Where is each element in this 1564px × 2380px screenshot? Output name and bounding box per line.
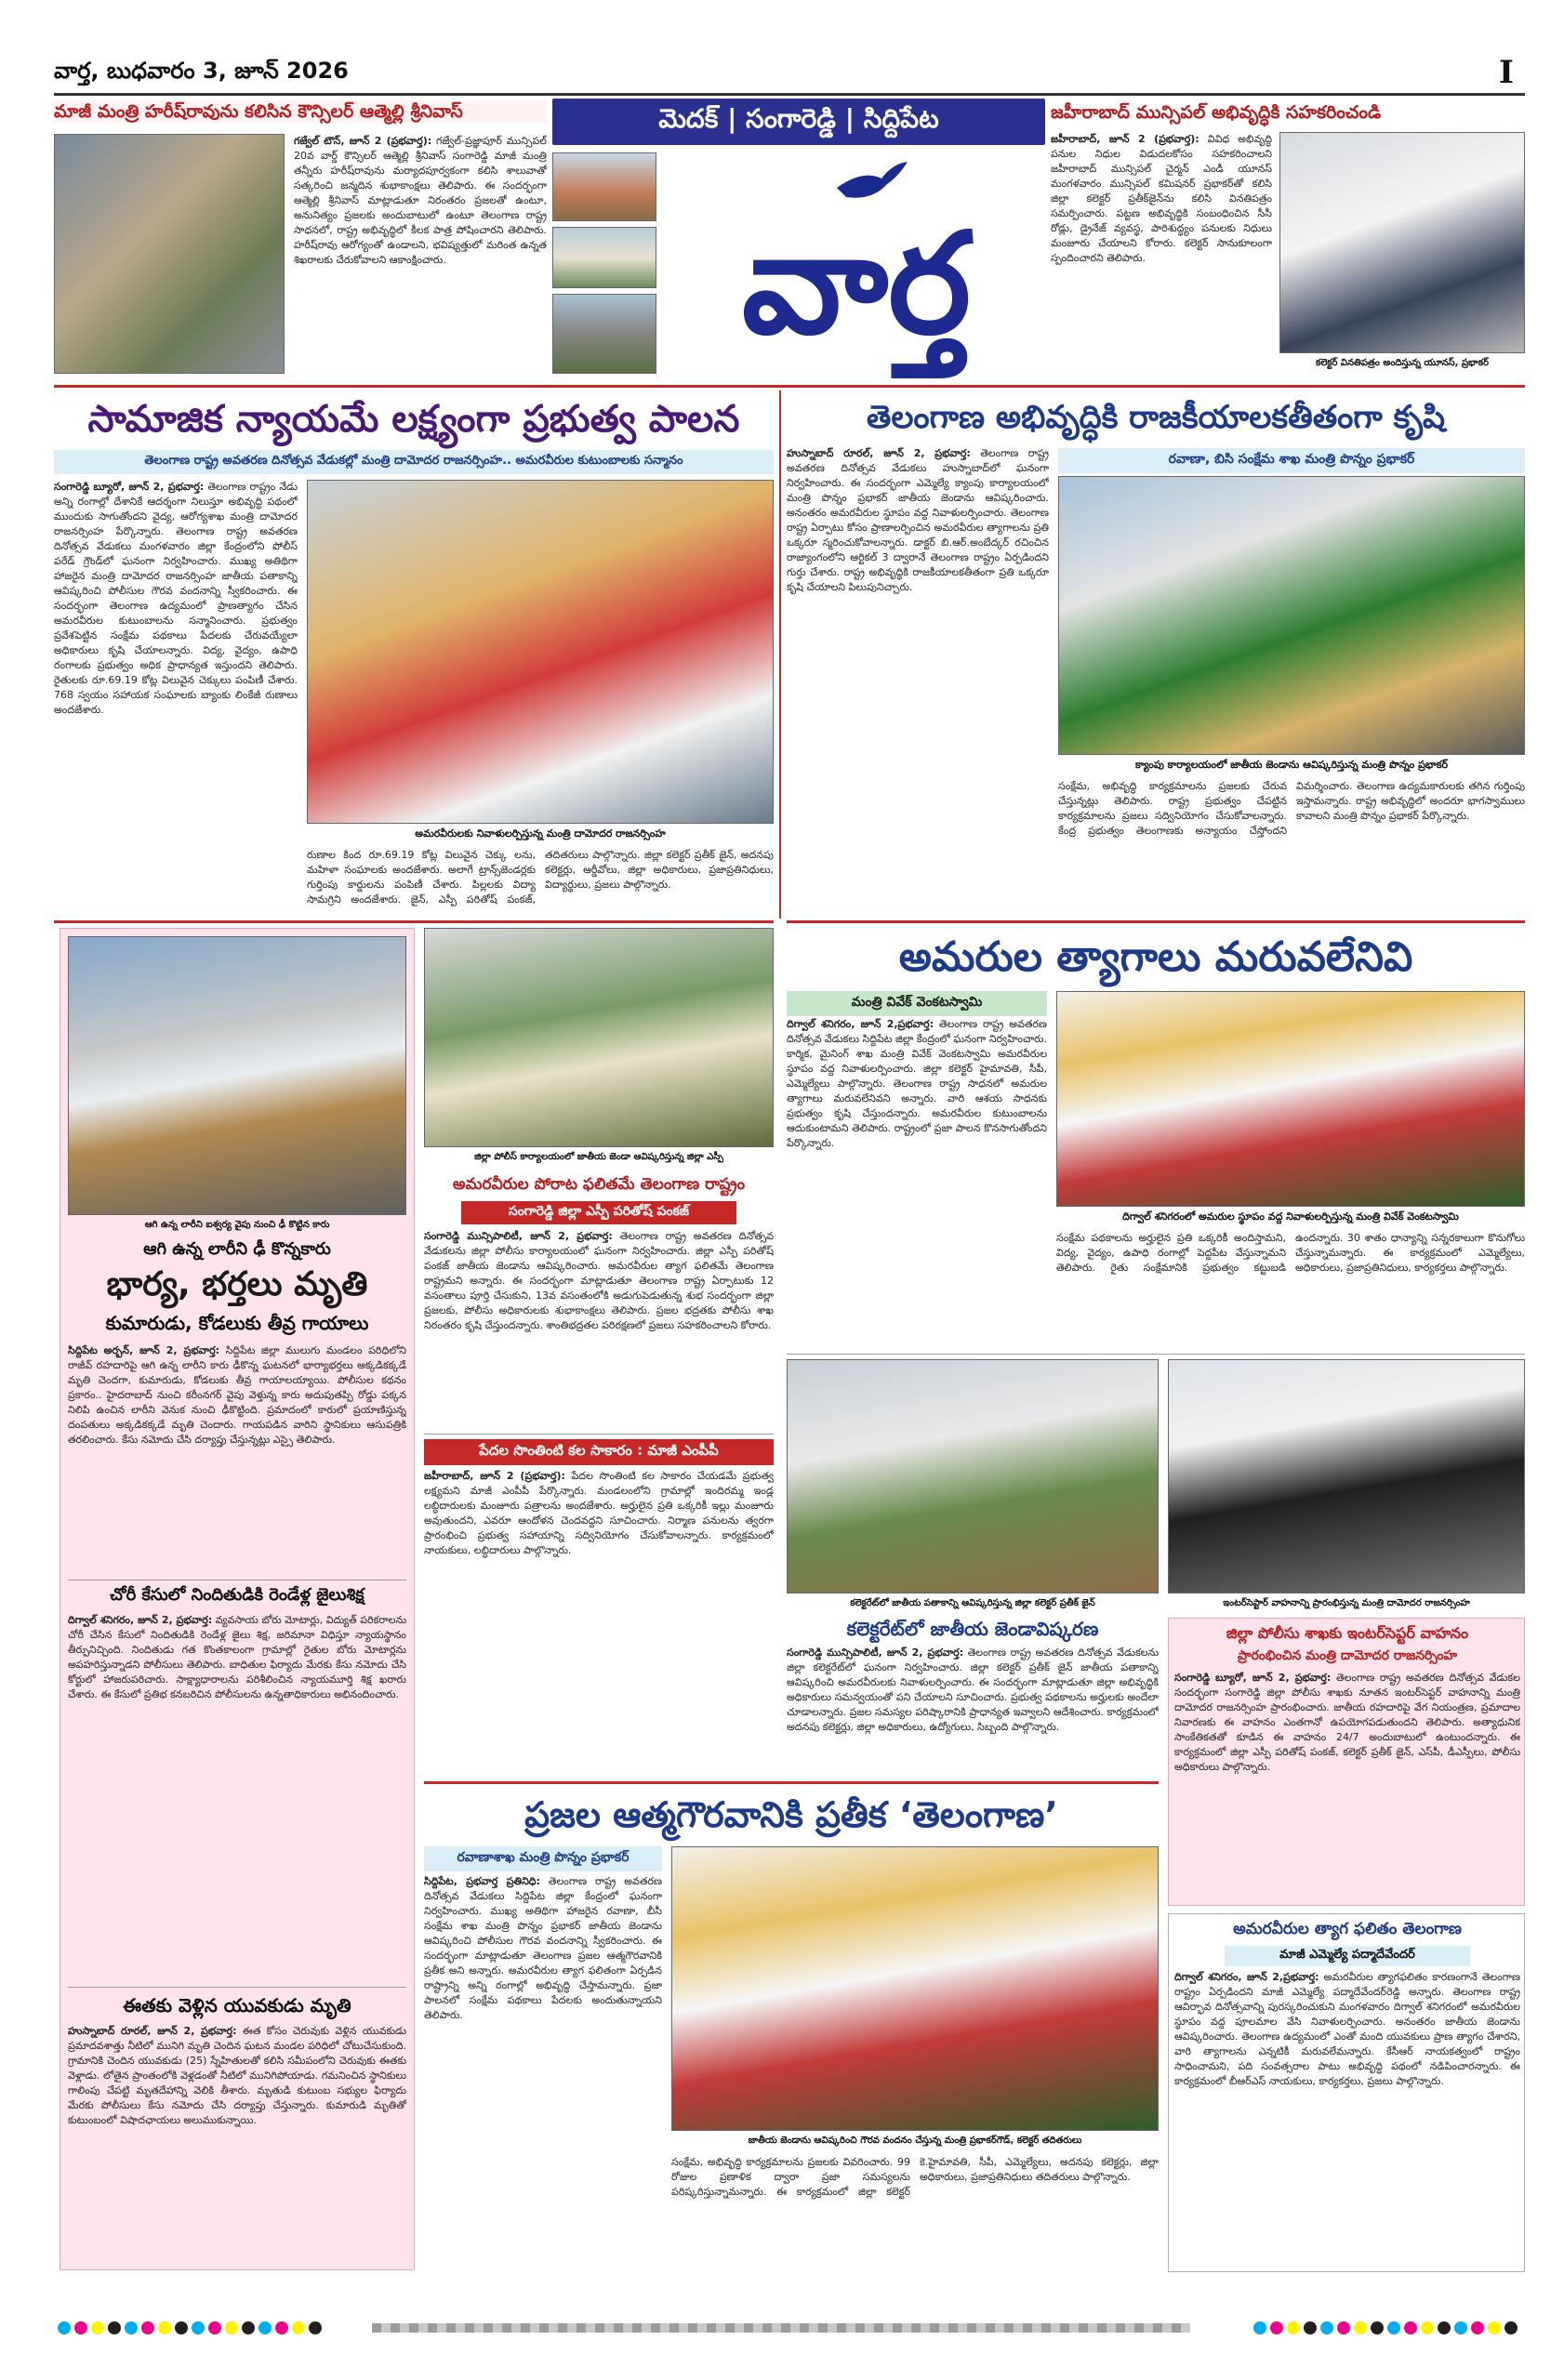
drowning-body: ఈత కోసం చెరువుకు వెళ్లిన యువకుడు ప్రమాదవశాత్తు నీటిలో మునిగి మృతి చెందిన ఘటన మండల పరిధిలో చోటుచేసుకుంది. గ్రామానికి చెందిన యువకుడు (25) స్నేహితులతో కలిసి సమీపంలోని చెరువుకు ఈతకు వెళ్లాడు. లోతైన ప్రాంతంలోకి వెళ్లడంతో నీటిలో మునిగిపోయాడు. గమనించిన స్థానికులు గాలింపు చేపట్టి మృతదేహాన్ని వెలికి తీశారు. మృతుడి కుటుంబ సభ్యుల ఫిర్యాదు మేరకు పోలీసులు కేసు నమోదు చేసి దర్యాప్తు చేస్తున్నారు. కుమారుడి మృతితో కుటుంబంలో విషాదఛాయలు అలుముకున్నాయి. xyxy=(68,2025,406,2126)
masthead-rule xyxy=(54,93,1525,96)
harishrao-body: గజ్వేల్-ప్రజ్ఞాపూర్ మున్సిపల్ 20వ వార్డ్ కౌన్సిలర్ ఆత్మెల్లి శ్రీనివాస్ సంగారెడ్డి మాజీ మంత్రి తన్నీరు హరీష్‌రావును మర్యాదపూర్వకంగా కలిసి శాలువాతో సత్కరించి జన్మదిన శుభాకాంక్షలు తెలిపారు. ఈ సందర్భంగా ఆత్మెల్లి శ్రీనివాస్ మాట్లాడుతూ నిరంతరం ప్రజలతో ఉంటూ, అనునిత్యం ప్రజలకు అందుబాటులో ఉంటూ తెలంగాణ రాష్ట్ర సాధనలో, రాష్ట్ర అభివృద్ధిలో కీలక పాత్ర పోషించారని తెలిపారు. హరీష్‌రావు ఆరోగ్యంతో ఉండాలని, భవిష్యత్తులో మరింత ఉన్నత శిఖరాలకు చేరుకోవాలని ఆకాంక్షించారు. xyxy=(294,135,547,266)
top-divider xyxy=(54,385,1525,388)
vivek-headline: అమరుల త్యాగాలు మరువలేనివి xyxy=(898,933,1413,981)
padmadevender-body: అమరవీరుల త్యాగఫలితం కారణంగానే తెలంగాణ రాష్ట్రం ఏర్పడిందని మాజీ ఎమ్మెల్యే పద్మాదేవేందర్‌రెడ్డి అన్నారు. తెలంగాణ రాష్ట్ర ఆవిర్భావ దినోత్సవాన్ని పురస్కరించుకుని మంగళవారం దిగ్వాల్ శనిగరంలో అమరవీరుల స్థూపం వద్ద పూలమాల వేసి నివాళులర్పించారు. అనంతరం జాతీయ జెండాను ఆవిష్కరించారు. తెలంగాణ ఉద్యమంలో ఎంతో మంది యువకులు ప్రాణ త్యాగం చేశారని, వారి త్యాగాలను ఎన్నటికీ మరువలేమన్నారు. కేసీఆర్ నాయకత్వంలో రాష్ట్రం సాధించామని, పది సంవత్సరాల పాటు అభివృద్ధి పథంలో నడిపించారన్నారు. ఈ కార్యక్రమంలో బీఆర్ఎస్ నాయకులు, కార్యకర్తలు, ప్రజలు పాల్గొన్నారు. xyxy=(1174,1971,1520,2087)
vivek-photo xyxy=(1056,991,1525,1207)
atmagauravam-photo xyxy=(671,1846,1159,2131)
interceptor-dateline: సంగారెడ్డి బ్యూరో, జూన్ 2, ప్రభవార్త: xyxy=(1174,1672,1332,1684)
interceptor-caption: ఇంటర్‌సెప్టార్ వాహనాన్ని ప్రారంభిస్తున్న మంత్రి దామోదర రాజనర్సింహ xyxy=(1223,1598,1470,1608)
mid-divider-right xyxy=(787,920,1525,923)
drowning-dateline: హుస్నాబాద్ రూరల్, జూన్ 2, ప్రభవార్త: xyxy=(68,2025,237,2037)
accident-kicker: ఆగి ఉన్న లారీని ఢీ కొన్నకారు xyxy=(143,1239,331,1259)
lead-right-dateline: హుస్నాబాద్ రూరల్, జూన్ 2, ప్రభవార్త: xyxy=(787,447,971,459)
atmagauravam-dateline: సిద్దిపేట, ప్రభవార్త ప్రతినిధి: xyxy=(424,1875,540,1887)
lead-left-kicker: తెలంగాణ రాష్ట్ర అవతరణ దినోత్సవ వేడుకల్లో మంత్రి దామోదర రాజనర్సింహ.. అమరవీరుల కుటుంబాలకు సన్మానం xyxy=(54,450,774,474)
interceptor-body: తెలంగాణ రాష్ట్ర అవతరణ దినోత్సవ వేడుకల సందర్భంగా సంగారెడ్డి జిల్లా పోలీసు శాఖకు నూతన ఇంటర్‌సెప్టర్ వాహనాన్ని మంత్రి దామోదర రాజనర్సింహ ప్రారంభించారు. జాతీయ రహదారిపై వేగ నియంత్రణ, ప్రమాదాల నివారణకు ఈ వాహనం ఎంతగానో ఉపయోగపడుతుందని తెలిపారు. అత్యాధునిక సాంకేతికతతో కూడిన ఈ వాహనం 24/7 అందుబాటులో ఉంటుందన్నారు. ఈ కార్యక్రమంలో జిల్లా ఎస్పీ పరితోష్ పంకజ్, కలెక్టర్ ప్రతీక్ జైన్, ఎస్‌పీ, డీఎస్పీలు, పోలీసు అధికారులు పాల్గొన్నారు. xyxy=(1174,1672,1520,1773)
police-flag-body: తెలంగాణ రాష్ట్ర అవతరణ దినోత్సవ వేడుకలను జిల్లా పోలీసు కార్యాలయంలో ఘనంగా నిర్వహించారు. జిల్లా ఎస్పీ పరితోష్ పంకజ్ జాతీయ జెండాను ఆవిష్కరించారు. అమరవీరుల త్యాగ ఫలితమే తెలంగాణ రాష్ట్రమని అన్నారు. ఈ సందర్భంగా మాట్లాడుతూ తెలంగాణ రాష్ట్ర ఏర్పాటుకు 12 వసంతాలు పూర్తి చేసుకుని, 13వ వసంతంలోకి అడుగుపెడుతున్న శుభ సందర్భంగా జిల్లా ప్రజలకు, పోలీసు అధికారులకు శుభాకాంక్షలు తెలిపారు. ప్రజల భద్రతకు పోలీసు శాఖ నిరంతరం కృషి చేస్తుందన్నారు. శాంతిభద్రతల పరిరక్షణలో ప్రజలు సహకరించాలని కోరారు. xyxy=(424,1230,774,1331)
lead-right-body: తెలంగాణ రాష్ట్ర అవతరణ దినోత్సవ వేడుకలు హుస్నాబాద్‌లో ఘనంగా నిర్వహించారు. ఈ సందర్భంగా ఎమ్మెల్యే క్యాంపు కార్యాలయంలో మంత్రి పొన్నం ప్రభాకర్ జాతీయ జెండాను ఆవిష్కరించారు. అనంతరం అమరవీరుల స్థూపం వద్ద నివాళులర్పించారు. తెలంగాణ రాష్ట్ర ఏర్పాటు కోసం ప్రాణాలర్పించిన అమరవీరుల త్యాగాలను ప్రతి ఒక్కరూ స్మరించుకోవాలన్నారు. డాక్టర్ బి.ఆర్.అంబేద్కర్ రచించిన రాజ్యాంగంలోని ఆర్టికల్ 3 ద్వారానే తెలంగాణ రాష్ట్రం ఏర్పడిందని గుర్తు చేశారు. రాష్ట్ర అభివృద్ధికి రాజకీయాలకతీతంగా ప్రతి ఒక్కరూ కృషి చేయాలని పిలుపునిచ్చారు. xyxy=(787,447,1049,593)
lead-right xyxy=(787,390,1525,916)
logo-text: వార్త xyxy=(741,204,972,365)
padmadevender-headline: అమరవీరుల త్యాగ ఫలితం తెలంగాణ xyxy=(1233,1920,1462,1938)
police-rule xyxy=(424,1434,774,1435)
lead-left-caption: అమరవీరులకు నివాళులర్పిస్తున్న మంత్రి దామోదర రాజనర్సింహ xyxy=(415,827,666,840)
accident-dateline: సిద్దిపేట అర్బన్, జూన్ 2, ప్రభవార్త: xyxy=(68,1344,220,1356)
harishrao-photo xyxy=(54,134,285,374)
interceptor-story xyxy=(1168,1618,1525,1906)
lead-left-body: తెలంగాణ రాష్ట్రం నేడు అన్ని రంగాల్లో దేశానికే ఆదర్శంగా నిలుస్తూ అభివృద్ధి పథంలో ముందుకు సాగుతోందని వైద్య, ఆరోగ్యశాఖ మంత్రి దామోదర రాజనర్సింహ పేర్కొన్నారు. తెలంగాణ రాష్ట్ర అవతరణ దినోత్సవ వేడుకలు మంగళవారం జిల్లా కేంద్రంలోని పోలీస్ పరేడ్ గ్రౌండ్‌లో ఘనంగా నిర్వహించారు. ముఖ్య అతిథిగా హాజరైన మంత్రి దామోదర రాజనర్సింహ జాతీయ పతాకాన్ని ఆవిష్కరించి పోలీసుల గౌరవ వందనాన్ని స్వీకరించారు. ఈ సందర్భంగా తెలంగాణ ఉద్యమంలో ప్రాణత్యాగం చేసిన అమరవీరుల కుటుంబాలను సన్మానించారు. ప్రభుత్వం ప్రవేశపెట్టిన సంక్షేమ పథకాలు పేదలకు చేరువయ్యేలా అధికారులు కృషి చేయాలన్నారు. విద్య, వైద్యం, ఉపాధి రంగాలకు ప్రభుత్వం అధిక ప్రాధాన్యత ఇస్తుందని తెలిపారు. రైతులకు రూ.69.19 కోట్ల విలువైన చెక్కులు పంపిణీ చేశారు. 768 స్వయం సహాయక సంఘాలకు బ్యాంకు లింకేజీ రుణాలు అందజేశారు. xyxy=(54,481,298,716)
lead-right-headline: తెలంగాణ అభివృద్ధికి రాజకీయాలకతీతంగా కృషి xyxy=(866,399,1446,436)
drowning-headline: ఈతకు వెళ్లిన యువకుడు మృతి xyxy=(123,1994,351,2016)
vivek-kicker: మంత్రి వివేక్ వెంకటస్వామి xyxy=(787,991,1047,1016)
story-zaheerabad xyxy=(1051,100,1525,379)
atmagauravam-top-rule xyxy=(424,1781,1159,1784)
accident-body: సిద్దిపేట జిల్లా ములుగు మండలం పరిధిలోని రాజీవ్ రహదారిపై ఆగి ఉన్న లారీని కారు ఢీకొన్న ఘటనలో భార్యాభర్తలు అక్కడికక్కడే మృతి చెందగా, కుమారుడు, కోడలుకు తీవ్ర గాయాలయ్యాయి. పోలీసుల కథనం ప్రకారం.. హైదరాబాద్ నుంచి కరీంనగర్ వైపు వెళ్తున్న కారు అదుపుతప్పి రోడ్డు పక్కన నిలిపి ఉంచిన లారీని వెనుక నుంచి ఢీకొట్టింది. ప్రమాదంలో కారులో ప్రయాణిస్తున్న దంపతులు అక్కడికక్కడే మృతి చెందారు. గాయపడిన వారిని స్థానికులు ఆసుపత్రికి తరలించారు. కేసు నమోదు చేసి దర్యాప్తు చేస్తున్నట్లు ఎస్సై తెలిపారు. xyxy=(68,1344,406,1446)
zaheerabad-dateline: జహీరాబాద్, జూన్ 2 (ప్రభవార్త): xyxy=(1051,133,1200,145)
police-flag-photo xyxy=(424,928,774,1147)
vivek-story xyxy=(787,928,1525,1348)
police-flag-caption: జిల్లా పోలీస్ కార్యాలయంలో జాతీయ జెండా ఆవిష్కరిస్తున్న జిల్లా ఎస్పీ xyxy=(474,1152,723,1162)
vivek-caption: దిగ్వాల్ శనిగరంలో అమరుల స్థూపం వద్ద నివాళులర్పిస్తున్న మంత్రి వివేక్ వెంకటస్వామి xyxy=(1122,1210,1459,1223)
mid-divider-left xyxy=(54,920,774,923)
page-number: I xyxy=(1499,54,1514,91)
atmagauravam-body-bottom: సంక్షేమ, అభివృద్ధి కార్యక్రమాలను ప్రజలకు వివరించారు. 99 రోజుల ప్రణాళిక ద్వారా ప్రజా సమస్యలను పరిష్కరిస్తున్నామన్నారు. ఈ కార్యక్రమంలో జిల్లా కలెక్టర్ కె.హైమావతి, సీపీ, ఎమ్మెల్యేలు, అదనపు కలెక్టర్లు, జిల్లా అధికారులు, ప్రజాప్రతినిధులు తదితరులు పాల్గొన్నారు. xyxy=(671,2156,1159,2198)
lead-left-photo xyxy=(307,480,774,824)
accident-subhead: కుమారుడు, కోడలుకు తీవ్ర గాయాలు xyxy=(105,1312,369,1334)
atmagauravam-caption: జాతీయ జెండాను ఆవిష్కరించి గౌరవ వందనం చేస్తున్న మంత్రి ప్రభాకర్‌గౌడ్, కలెక్టర్ తదితరులు xyxy=(748,2135,1082,2146)
zaheerabad-body: వివిధ అభివృద్ధి పనుల నిధుల విడుదలకోసం సహకరించాలని జహీరాబాద్ మున్సిపల్ చైర్మన్ ఎండీ యూనస్ మంగళవారం మున్సిపల్ కమిషనర్ ప్రభాకర్‌తో కలిసి జిల్లా కలెక్టర్ ప్రతీక్‌జైన్‌ను కలిసి వినతిపత్రం సమర్పించారు. పట్టణ అభివృద్ధికి సంబంధించిన సీసీ రోడ్లు, డ్రైనేజ్ వ్యవస్థ, పారిశుద్ధ్యం పనులకు నిధులు మంజూరు చేయాలని కోరారు. కలెక్టర్ సానుకూలంగా స్పందించారని తెలిపారు. xyxy=(1051,133,1272,264)
harishrao-dateline: గజ్వేల్ టౌన్, జూన్ 2 (ప్రభవార్త): xyxy=(294,135,432,147)
lead-left xyxy=(54,390,774,916)
footer-gray-strip xyxy=(372,2323,1190,2333)
lead-left-body-bottom: రుణాల కింద రూ.69.19 కోట్ల విలువైన చెక్కు లను, మహిళా సంఘాలకు అందజేశారు. అలాగే ట్రాన్స్‌జెండర్లకు గుర్తింపు కార్డులను పంపిణీ చేశారు. పిల్లలకు విద్యా సామగ్రిని అందజేశారు. జైన్, ఎస్పీ పరితోష్ పంకజ్, తదితరులు పాల్గొన్నారు. జిల్లా కలెక్టర్ ప్రతీక్ జైన్, అదనపు కలెక్టర్లు, ఆర్డీవోలు, జిల్లా అధికారులు, ప్రజాప్రతినిధులు, విద్యార్థులు, ప్రజలు పాల్గొన్నారు. xyxy=(307,849,774,906)
interceptor-headline: జిల్లా పోలీసు శాఖకు ఇంటర్‌సెప్టర్ వాహనం xyxy=(1226,1624,1469,1642)
lead-right-kicker: రవాణా, బిసి సంక్షేమ శాఖ మంత్రి పొన్నం ప్రభాకర్ xyxy=(1058,448,1525,473)
collectorate-caption: కలెక్టరేట్‌లో జాతీయ పతాకాన్ని ఆవిష్కరిస్తున్న జిల్లా కలెక్టర్ ప్రతీక్ జైన్ xyxy=(850,1598,1095,1608)
atmagauravam-kicker: రవాణాశాఖ మంత్రి పొన్నం ప్రభాకర్ xyxy=(424,1846,662,1871)
heritage-photo-1 xyxy=(552,152,656,221)
center-column-divider xyxy=(779,390,781,919)
zaheerabad-caption: కలెక్టర్ వినతిపత్రం అందిస్తున్న యూనస్, ప్రభాకర్ xyxy=(1315,358,1489,368)
lead-right-caption: క్యాంపు కార్యాలయంలో జాతీయ జెండాను ఆవిష్కరిస్తున్న మంత్రి పొన్నం ప్రభాకర్ xyxy=(1134,759,1449,771)
lead-right-photo xyxy=(1058,476,1525,755)
police-flag-headline: అమరవీరుల పోరాట ఫలితమే తెలంగాణ రాష్ట్రం xyxy=(452,1175,746,1194)
color-registration-left xyxy=(58,2320,364,2335)
dove-icon xyxy=(835,160,909,203)
masthead-dateline xyxy=(54,58,705,87)
atmagauravam-story xyxy=(424,1789,1159,2272)
police-flag-dateline: సంగారెడ్డి మున్సిపాలిటీ, జూన్ 2, ప్రభవార్త: xyxy=(424,1230,613,1242)
zaheerabad-photo xyxy=(1279,132,1525,353)
accident-rule-2 xyxy=(68,1987,406,1988)
padmadevender-dateline: దిగ్వాల్ శనిగరం, జూన్ 2,ప్రభవార్త: xyxy=(1174,1971,1319,1983)
police-flag-story xyxy=(424,928,774,1746)
logo-area xyxy=(668,152,1045,374)
edition-banner-block xyxy=(552,99,1045,377)
interceptor-photo xyxy=(1168,1359,1525,1593)
date-line: వార్త, బుధవారం 3, జూన్ 2026 xyxy=(54,58,349,84)
atmagauravam-headline: ప్రజల ఆత్మగౌరవానికి ప్రతీక ‘తెలంగాణ’ xyxy=(524,1794,1058,1835)
theft-dateline: దిగ్వాల్ శనిగరం, జూన్ 2, ప్రభవార్త: xyxy=(68,1614,213,1626)
collectorate-dateline: సంగారెడ్డి మున్సిపాలిటీ, జూన్ 2, ప్రభవార్త: xyxy=(787,1646,964,1659)
collectorate-photo xyxy=(787,1359,1159,1593)
heritage-photo-3 xyxy=(552,294,656,374)
theft-headline: చోరీ కేసులో నిందితుడికి రెండేళ్ల జైలుశిక్ష xyxy=(110,1585,364,1605)
accident-headline: భార్య, భర్తలు మృతి xyxy=(106,1265,368,1303)
ex-mp-headline: పేదల సొంతింటి కల సాకారం : మాజీ ఎంపీపీ xyxy=(424,1439,774,1465)
heritage-photo-2 xyxy=(552,227,656,288)
color-registration-right xyxy=(1205,2320,1521,2335)
vivek-body-bottom: సంక్షేమ పథకాలను అర్హులైన ప్రతి ఒక్కరికీ అందిస్తామని, విద్య, వైద్యం, ఉపాధి రంగాల్లో పెద్దపీట వేస్తున్నామని తెలిపారు. రైతు సంక్షేమానికి ప్రభుత్వం కట్టుబడి ఉందన్నారు. 30 శాతం ధాన్యాన్ని సన్నరకాలుగా కొనుగోలు చేస్తున్నామన్నారు. ఈ కార్యక్రమంలో ఎమ్మెల్యేలు, అధికారులు, ప్రజాప్రతినిధులు, కార్యకర్తలు పాల్గొన్నారు. xyxy=(1056,1232,1525,1274)
accident-caption: ఆగి ఉన్న లారీని ఐశ్వర్య వైపు నుంచి ఢీ కొట్టిన కారు xyxy=(144,1220,330,1230)
ex-mp-dateline: జహీరాబాద్, జూన్ 2 (ప్రభవార్త): xyxy=(424,1470,565,1482)
vivek-divider xyxy=(787,1354,1525,1355)
collectorate-headline: కలెక్టరేట్‌లో జాతీయ జెండావిష్కరణ xyxy=(846,1618,1099,1640)
vivek-dateline: దిగ్వాల్ శనిగరం, జూన్ 2,ప్రభవార్త: xyxy=(787,1018,934,1030)
theft-body: వ్యవసాయ బోరు మోటార్లు, విద్యుత్ పరికరాలను చోరీ చేసిన కేసులో నిందితుడికి రెండేళ్ల జైలు శిక్ష, జరిమానా విధిస్తూ న్యాయస్థానం తీర్పునిచ్చింది. నిందితుడు గత కొంతకాలంగా గ్రామాల్లో రైతుల బోరు మోటార్లను అపహరిస్తున్నాడని పోలీసులు తెలిపారు. బాధితుల ఫిర్యాదు మేరకు కేసు నమోదు చేసి కోర్టులో హాజరుపరిచారు. సాక్ష్యాధారాలను పరిశీలించిన న్యాయమూర్తి శిక్ష ఖరారు చేశారు. ఈ కేసులో ప్రతిభ కనబరిచిన పోలీసులను ఉన్నతాధికారులు అభినందించారు. xyxy=(68,1614,406,1700)
edition-banner xyxy=(552,99,1045,145)
padmadevender-kicker: మాజీ ఎమ్మెల్యే పద్మాదేవేందర్ xyxy=(1225,1946,1470,1966)
zaheerabad-headline: జహీరాబాద్ మున్సిపల్ అభివృద్ధికి సహకరించండి xyxy=(1051,102,1382,123)
collectorate-story xyxy=(787,1618,1159,1776)
padmadevender-story xyxy=(1168,1913,1525,2272)
interceptor-kicker: ప్రారంభించిన మంత్రి దామోదర రాజనర్సింహ xyxy=(1238,1648,1457,1663)
collectorate-body: తెలంగాణ రాష్ట్ర అవతరణ దినోత్సవ వేడుకలను జిల్లా కలెక్టరేట్‌లో ఘనంగా నిర్వహించారు. జిల్లా కలెక్టర్ ప్రతీక్ జైన్ జాతీయ పతాకాన్ని ఆవిష్కరించి అమరవీరులకు నివాళులర్పించారు. ఈ సందర్భంగా మాట్లాడుతూ జిల్లా అభివృద్ధికి అధికారులు సమన్వయంతో పని చేయాలని సూచించారు. ప్రభుత్వ పథకాలను అర్హులకు అందేలా చూడాలన్నారు. ప్రజల సమస్యల పరిష్కారానికి ప్రాధాన్యత ఇవ్వాలని ఆదేశించారు. కార్యక్రమంలో అదనపు కలెక్టర్లు, జిల్లా అధికారులు, ఉద్యోగులు, సిబ్బంది పాల్గొన్నారు. xyxy=(787,1646,1159,1733)
accident-story xyxy=(60,928,415,2270)
story-harishrao xyxy=(54,100,547,379)
ex-mp-body: పేదల సొంతింటి కల సాకారం చేయడమే ప్రభుత్వ లక్ష్యమని మాజీ ఎంపీపీ పేర్కొన్నారు. మండలంలోని గ్రామాల్లో ఇందిరమ్మ ఇండ్ల లబ్ధిదారులకు మంజూరు పత్రాలను అందజేశారు. అర్హులైన ప్రతి ఒక్కరికీ ఇల్లు మంజూరు అవుతుందని, ఎవరూ ఆందోళన చెందవద్దని సూచించారు. నిర్మాణ పనులను త్వరగా ప్రారంభించి ప్రభుత్వ సహాయాన్ని సద్వినియోగం చేసుకోవాలన్నారు. కార్యక్రమంలో నాయకులు, లబ్ధిదారులు పాల్గొన్నారు. xyxy=(424,1470,774,1556)
lead-left-dateline: సంగారెడ్డి బ్యూరో, జూన్ 2, ప్రభవార్త: xyxy=(54,481,205,493)
harishrao-headline: మాజీ మంత్రి హరీష్‌రావును కలిసిన కౌన్సిలర్ ఆత్మెల్లి శ్రీనివాస్ xyxy=(54,100,547,123)
vivek-body: తెలంగాణ రాష్ట్ర అవతరణ దినోత్సవ వేడుకలు సిద్దిపేట జిల్లా కేంద్రంలో ఘనంగా నిర్వహించారు. కార్మిక, మైనింగ్ శాఖ మంత్రి వివేక్ వెంకటస్వామి అమరవీరుల స్థూపం వద్ద నివాళులర్పించారు. జిల్లా కలెక్టర్ హైమావతి, సీపీ, ఎమ్మెల్యేలు పాల్గొన్నారు. తెలంగాణ రాష్ట్ర సాధనలో అమరుల త్యాగాలు మరువలేనివని అన్నారు. వారి ఆశయ సాధనకు ప్రభుత్వం కృషి చేస్తుందన్నారు. అమరవీరుల కుటుంబాలను ఆదుకుంటామని తెలిపారు. రాష్ట్రంలో ప్రజా పాలన కొనసాగుతోందని పేర్కొన్నారు. xyxy=(787,1018,1047,1149)
lead-right-body-bottom: సంక్షేమ, అభివృద్ధి కార్యక్రమాలను ప్రజలకు చేరువ చేస్తున్నట్లు తెలిపారు. రాష్ట్ర ప్రభుత్వం చేపట్టిన కార్యక్రమాలను ప్రజలు సద్వినియోగం చేసుకోవాలన్నారు. కేంద్ర ప్రభుత్వం తెలంగాణకు అన్యాయం చేస్తోందని విమర్శించారు. తెలంగాణ ఉద్యమకారులకు తగిన గుర్తింపు ఇస్తామన్నారు. రాష్ట్ర అభివృద్ధిలో అందరూ భాగస్వాములు కావాలని మంత్రి పొన్నం ప్రభాకర్ పేర్కొన్నారు. xyxy=(1058,780,1525,837)
accident-photo xyxy=(68,936,406,1215)
edition-banner-text: మెదక్ | సంగారెడ్డి | సిద్దిపేట xyxy=(658,103,939,134)
police-flag-kicker: సంగారెడ్డి జిల్లా ఎస్పీ పరితోష్ పంకజ్ xyxy=(461,1201,736,1224)
atmagauravam-body: తెలంగాణ రాష్ట్ర అవతరణ దినోత్సవ వేడుకలు సిద్దిపేట జిల్లా కేంద్రంలో ఘనంగా నిర్వహించారు. ముఖ్య అతిథిగా హాజరైన రవాణా, బీసీ సంక్షేమ శాఖ మంత్రి పొన్నం ప్రభాకర్ జాతీయ జెండాను ఆవిష్కరించి పోలీసుల గౌరవ వందనాన్ని స్వీకరించారు. ఈ సందర్భంగా మాట్లాడుతూ తెలంగాణ ప్రజల ఆత్మగౌరవానికి ప్రతీక అని అన్నారు. అమరవీరుల త్యాగ ఫలితంగా ఏర్పడిన రాష్ట్రాన్ని అన్ని రంగాల్లో అభివృద్ధి చేస్తామన్నారు. ప్రజా పాలనలో సంక్షేమ పథకాలు పేదలకు అందుతున్నాయని తెలిపారు. xyxy=(424,1875,662,2021)
lead-left-headline: సామాజిక న్యాయమే లక్ష్యంగా ప్రభుత్వ పాలన xyxy=(87,398,740,441)
